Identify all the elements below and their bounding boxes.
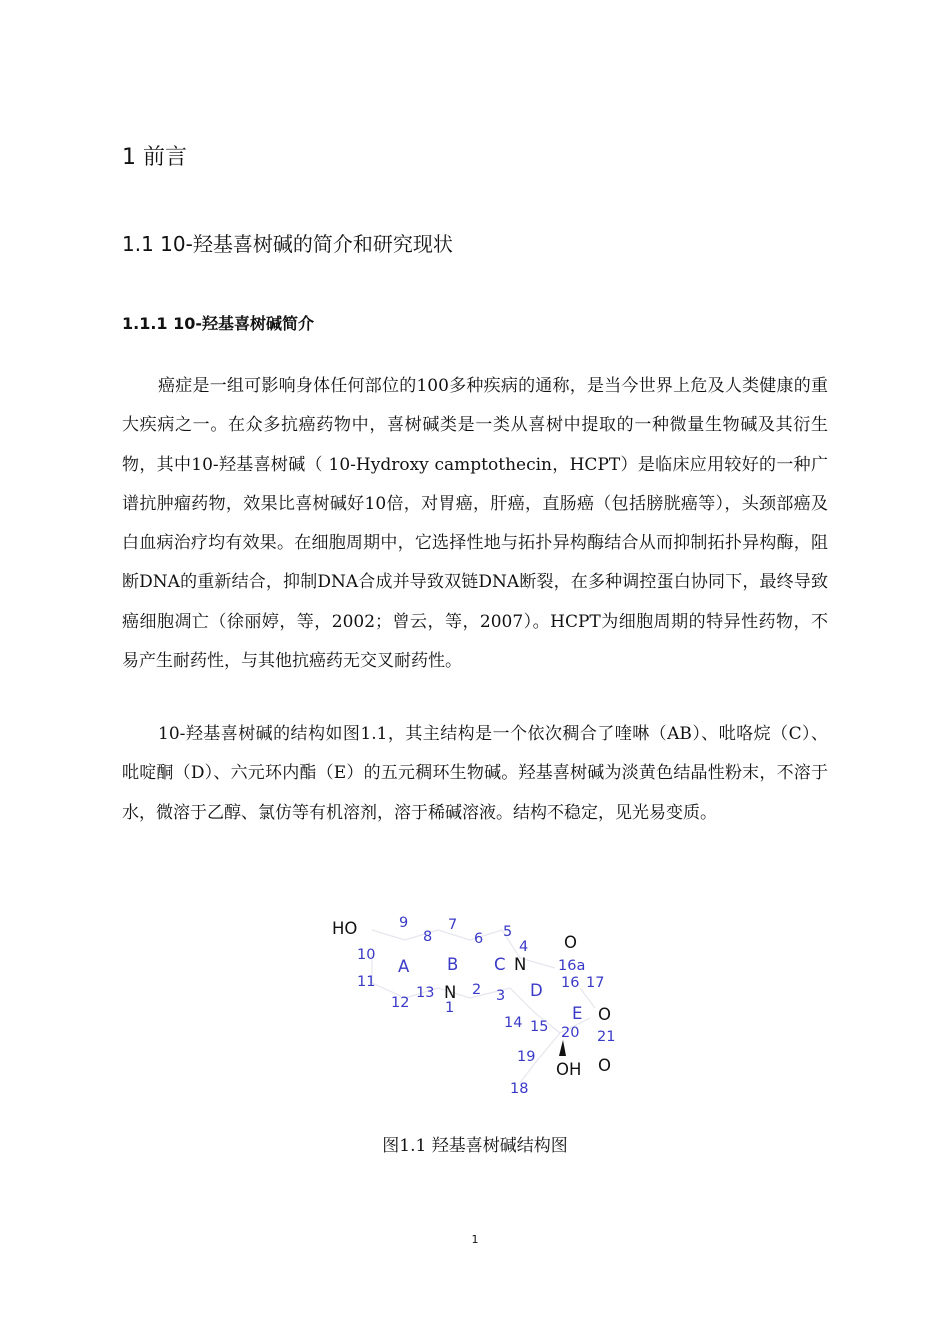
ring-label-d: D — [530, 981, 543, 1000]
page-number: 1 — [471, 1233, 479, 1246]
wedge-bond — [559, 1040, 566, 1056]
atom-number: 4 — [519, 939, 529, 955]
atom-number: 3 — [496, 988, 506, 1004]
paragraph-structure: 10-羟基喜树碱的结构如图1.1，其主结构是一个依次稠合了喹啉（AB）、吡咯烷（C）、吡啶酮（D）、六元环内酯（E）的五元稠环生物碱。羟基喜树碱为淡黄色结晶性粉末，不溶于水，微溶于乙醇、氯仿等有机溶剂，溶于稀碱溶液。结构不稳定，见光易变质。 — [122, 724, 828, 823]
atom-number: 14 — [504, 1015, 523, 1031]
atom-number: 19 — [517, 1049, 536, 1065]
nitrogen-label-4: N — [514, 955, 527, 974]
atom-number: 11 — [357, 974, 376, 990]
atom-number: 16 — [561, 975, 580, 991]
atom-number: 10 — [357, 947, 376, 963]
ring-label-c: C — [494, 955, 506, 974]
oxygen-label-16a: O — [564, 933, 577, 952]
atom-number: 2 — [472, 982, 482, 998]
oxygen-label-21: O — [598, 1005, 611, 1024]
oxygen-label-lactone: O — [598, 1056, 611, 1075]
atom-number: 8 — [423, 929, 433, 945]
section-heading: 1.1 10-羟基喜树碱的简介和研究现状 — [122, 232, 453, 256]
atom-number: 21 — [597, 1029, 616, 1045]
subsection-heading: 1.1.1 10-羟基喜树碱简介 — [122, 314, 315, 333]
atom-number: 7 — [448, 917, 458, 933]
hydroxyl-label-ho: HO — [332, 919, 358, 938]
ring-label-a: A — [398, 957, 410, 976]
chapter-heading: 1 前言 — [122, 145, 187, 170]
atom-number: 6 — [474, 931, 484, 947]
figure-caption: 图1.1 羟基喜树碱结构图 — [382, 1136, 568, 1156]
atom-number: 1 — [445, 1000, 455, 1016]
atom-number: 13 — [416, 985, 435, 1001]
atom-number: 16a — [558, 958, 586, 974]
ring-label-e: E — [572, 1004, 583, 1023]
atom-number: 17 — [586, 975, 605, 991]
chemical-structure-figure — [320, 908, 640, 1098]
atom-number: 5 — [503, 924, 513, 940]
atom-number: 18 — [510, 1081, 529, 1097]
nitrogen-label-1: N — [444, 983, 457, 1002]
atom-number: 12 — [391, 995, 410, 1011]
paragraph-intro: 癌症是一组可影响身体任何部位的100多种疾病的通称，是当今世界上危及人类健康的重大疾病之一。在众多抗癌药物中，喜树碱类是一类从喜树中提取的一种微量生物碱及其衍生物，其中10-羟基喜树碱（ 10-Hydroxy camptothecin，HCPT）是临床应用较好的一种广谱抗肿瘤药物，效果比喜树碱好10倍，对胃癌，肝癌，直肠癌（包括膀胱癌等），头颈部癌及白血病治疗均有效果。在细胞周期中，它选择性地与拓扑异构酶结合从而抑制拓扑异构酶，阻断DNA的重新结合，抑制DNA合成并导致双链DNA断裂，在多种调控蛋白协同下，最终导致癌细胞凋亡（徐丽婷，等，2002；曾云，等，2007）。HCPT为细胞周期的特异性药物，不易产生耐药性，与其他抗癌药无交叉耐药性。 — [122, 376, 828, 672]
hydroxyl-label-oh: OH — [556, 1060, 582, 1079]
atom-number: 15 — [530, 1019, 549, 1035]
atom-number: 20 — [561, 1025, 580, 1041]
ring-label-b: B — [447, 955, 459, 974]
atom-number: 9 — [399, 915, 409, 931]
